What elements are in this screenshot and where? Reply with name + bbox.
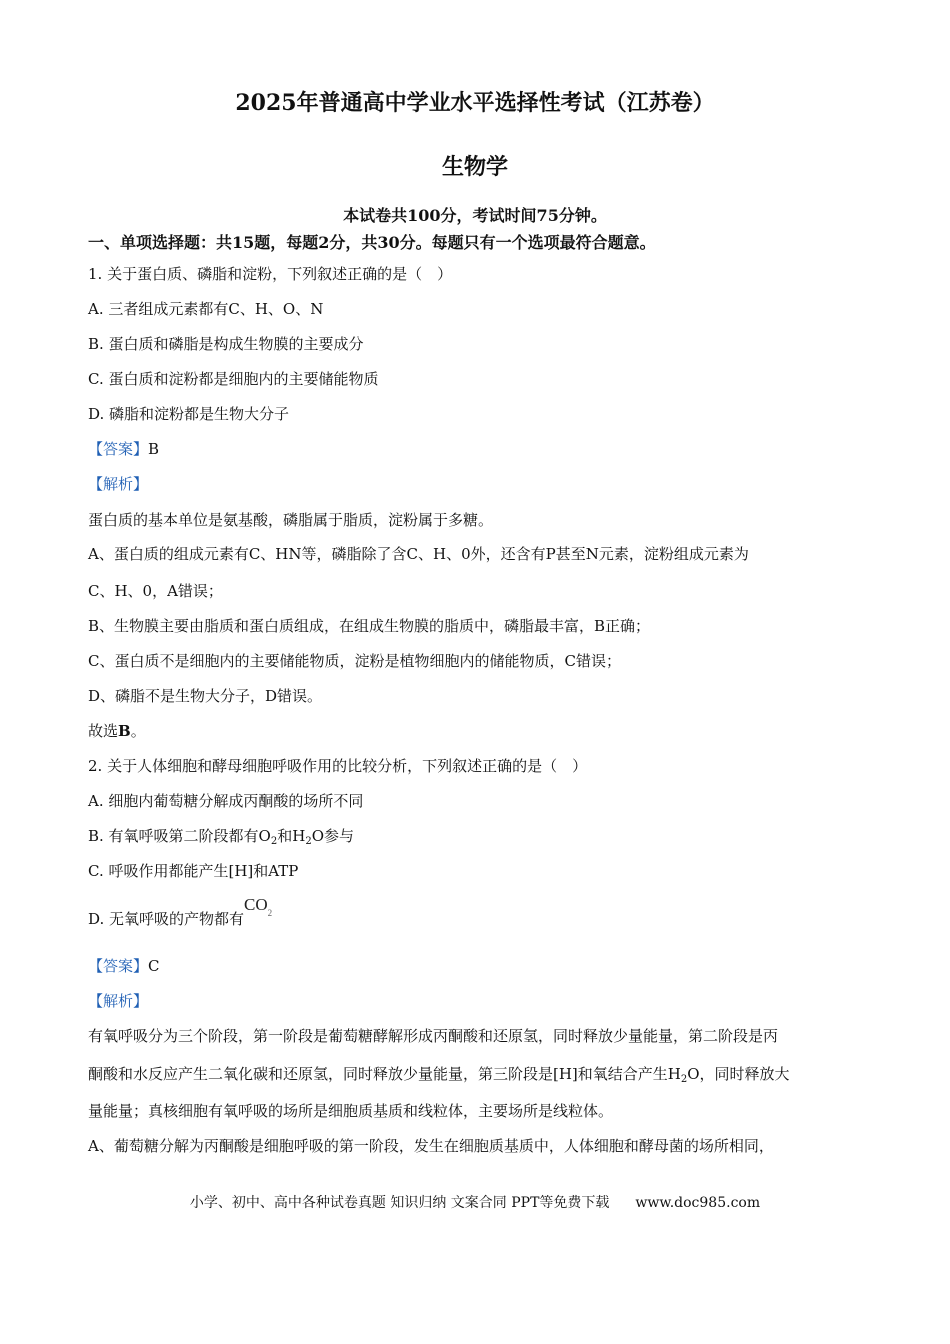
- q1-option-c: C. 蛋白质和淀粉都是细胞内的主要储能物质: [88, 370, 379, 388]
- q1-answer: [88, 439, 159, 459]
- page-footer: [0, 1192, 950, 1212]
- q1-conclusion: 故选B。: [88, 722, 146, 740]
- q1-option-b: B. 蛋白质和磷脂是构成生物膜的主要成分: [88, 335, 364, 353]
- q2-analysis-line: A、葡萄糖分解为丙酮酸是细胞呼吸的第一阶段，发生在细胞质基质中，人体细胞和酵母菌的场所相同，: [88, 1137, 774, 1155]
- answer-value: B: [148, 440, 160, 458]
- q2-analysis-line: 有氧呼吸分为三个阶段，第一阶段是葡萄糖酵解形成丙酮酸和还原氢，同时释放少量能量，第二阶段是丙: [88, 1027, 779, 1045]
- q2-analysis-line: 酮酸和水反应产生二氧化碳和还原氢，同时释放少量能量，第三阶段是[H]和氧结合产生$H_2O$，同时释放大: [88, 1065, 790, 1085]
- q1-option-a: A. 三者组成元素都有C、H、O、N: [88, 300, 324, 318]
- answer-label: 【答案】: [88, 957, 149, 975]
- q1-analysis-line: C、H、0，A错误；: [88, 582, 223, 600]
- q2-option-b: B. 有氧呼吸第二阶段都有$O_2$和$H_2O$参与: [88, 827, 355, 847]
- q2-option-d: D. 无氧呼吸的产物都有$CO_2$: [88, 895, 273, 928]
- section-heading: 一、单项选择题：共15题，每题2分，共30分。每题只有一个选项最符合题意。: [88, 233, 656, 252]
- q2-analysis-label: 【解析】: [88, 992, 149, 1010]
- co2-formula: $CO_2$: [244, 895, 273, 918]
- q1-analysis-label: 【解析】: [88, 475, 149, 493]
- q1-stem: 1. 关于蛋白质、磷脂和淀粉，下列叙述正确的是（ ）: [88, 265, 453, 283]
- subject-title: 生物学: [441, 154, 508, 180]
- q1-analysis-line: 蛋白质的基本单位是氨基酸，磷脂属于脂质，淀粉属于多糖。: [88, 511, 494, 529]
- q2-option-c: C. 呼吸作用都能产生[H]和ATP: [88, 862, 299, 880]
- q2-stem: 2. 关于人体细胞和酵母细胞呼吸作用的比较分析，下列叙述正确的是（ ）: [88, 757, 588, 775]
- q2-option-a: A. 细胞内葡萄糖分解成丙酮酸的场所不同: [88, 792, 364, 810]
- answer-label: 【答案】: [88, 440, 149, 458]
- q1-analysis-line: A、蛋白质的组成元素有C、HN等，磷脂除了含C、H、0外，还含有P甚至N元素，淀粉组成元素为: [88, 545, 749, 563]
- q1-analysis-line: D、磷脂不是生物大分子，D错误。: [88, 687, 323, 705]
- q1-option-d: D. 磷脂和淀粉都是生物大分子: [88, 405, 290, 423]
- q1-analysis-line: B、生物膜主要由脂质和蛋白质组成，在组成生物膜的脂质中，磷脂最丰富，B正确；: [88, 617, 651, 635]
- footer-url[interactable]: www.doc985.com: [635, 1195, 761, 1211]
- exam-title: 2025年普通高中学业水平选择性考试（江苏卷）: [235, 90, 715, 116]
- answer-value: C: [148, 957, 160, 975]
- footer-text: 小学、初中、高中各种试卷真题 知识归纳 文案合同 PPT等免费下载: [189, 1195, 610, 1211]
- q2-answer: [88, 956, 160, 976]
- q2-analysis-line: 量能量；真核细胞有氧呼吸的场所是细胞质基质和线粒体，主要场所是线粒体。: [88, 1102, 614, 1120]
- exam-info: 本试卷共100分，考试时间75分钟。: [343, 206, 607, 225]
- q1-analysis-line: C、蛋白质不是细胞内的主要储能物质，淀粉是植物细胞内的储能物质，C错误；: [88, 652, 621, 670]
